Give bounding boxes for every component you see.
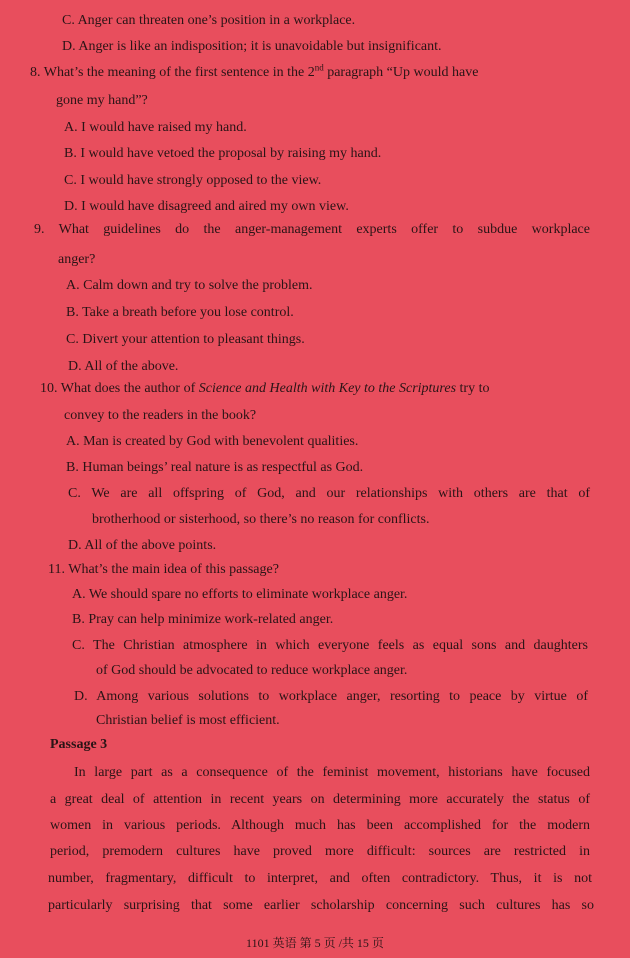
q8-option-b: B. I would have vetoed the proposal by raising my hand. — [64, 146, 382, 161]
q11-option-c-cont: of God should be advocated to reduce workplace anger. — [96, 663, 408, 678]
passage-heading: Passage 3 — [50, 737, 108, 752]
page-footer: 1101 英语 第 5 页 /共 15 页 — [246, 936, 384, 950]
q8-option-a: A. I would have raised my hand. — [64, 120, 247, 135]
q10-option-b: B. Human beings’ real nature is as respectful as God. — [66, 460, 364, 475]
q10-option-d: D. All of the above points. — [68, 538, 217, 553]
q11-option-a: A. We should spare no efforts to eliminate workplace anger. — [72, 587, 408, 602]
q10-option-c: C. We are all offspring of God, and our relationships with others are that of — [68, 486, 590, 501]
q7-option-c: C. Anger can threaten one’s position in a workplace. — [62, 13, 356, 28]
q11-option-d: D. Among various solutions to workplace anger, resorting to peace by virtue of — [74, 689, 588, 704]
q11-option-b: B. Pray can help minimize work-related anger. — [72, 612, 334, 627]
q10-option-c-cont: brotherhood or sisterhood, so there’s no reason for conflicts. — [92, 512, 430, 527]
q8-stem-cont: gone my hand”? — [56, 93, 148, 108]
passage-line: women in various periods. Although much has been accomplished for the modern — [50, 818, 590, 833]
book-title: Science and Health with Key to the Scriptures — [198, 381, 457, 396]
passage-line: particularly surprising that some earlier scholarship concerning such cultures has so — [48, 898, 594, 913]
q9-option-a: A. Calm down and try to solve the problem. — [66, 278, 313, 293]
q11-stem: 11. What’s the main idea of this passage? — [48, 562, 279, 577]
q9-option-b: B. Take a breath before you lose control. — [66, 305, 294, 320]
passage-line: a great deal of attention in recent years on determining more accurately the status of — [50, 792, 590, 807]
q8-option-d: D. I would have disagreed and aired my own view. — [64, 199, 349, 214]
q10-stem-cont: convey to the readers in the book? — [64, 408, 257, 423]
passage-line: In large part as a consequence of the feminist movement, historians have focused — [74, 765, 590, 780]
q10-option-a: A. Man is created by God with benevolent qualities. — [66, 434, 359, 449]
passage-line: number, fragmentary, difficult to interpret, and often contradictory. Thus, it is not — [48, 871, 592, 886]
passage-line: period, premodern cultures have proved more difficult: sources are restricted in — [50, 844, 590, 859]
q8-option-c: C. I would have strongly opposed to the view. — [64, 173, 322, 188]
q9-stem-cont: anger? — [58, 252, 96, 267]
q9-option-c: C. Divert your attention to pleasant things. — [66, 332, 305, 347]
q8-stem-main: 8. What’s the meaning of the first sentence in the 2nd paragraph “Up would have — [30, 62, 479, 80]
q8-stem — [30, 64, 588, 82]
q9-option-d: D. All of the above. — [68, 359, 179, 374]
q11-option-c: C. The Christian atmosphere in which everyone feels as equal sons and daughters — [72, 638, 588, 653]
q10-stem: 10. What does the author of Science and Health with Key to the Scriptures try to — [40, 381, 490, 396]
q7-option-d: D. Anger is like an indisposition; it is unavoidable but insignificant. — [62, 39, 442, 54]
q9-stem: 9. What guidelines do the anger-management experts offer to subdue workplace — [34, 222, 590, 237]
q11-option-d-cont: Christian belief is most efficient. — [96, 713, 280, 728]
